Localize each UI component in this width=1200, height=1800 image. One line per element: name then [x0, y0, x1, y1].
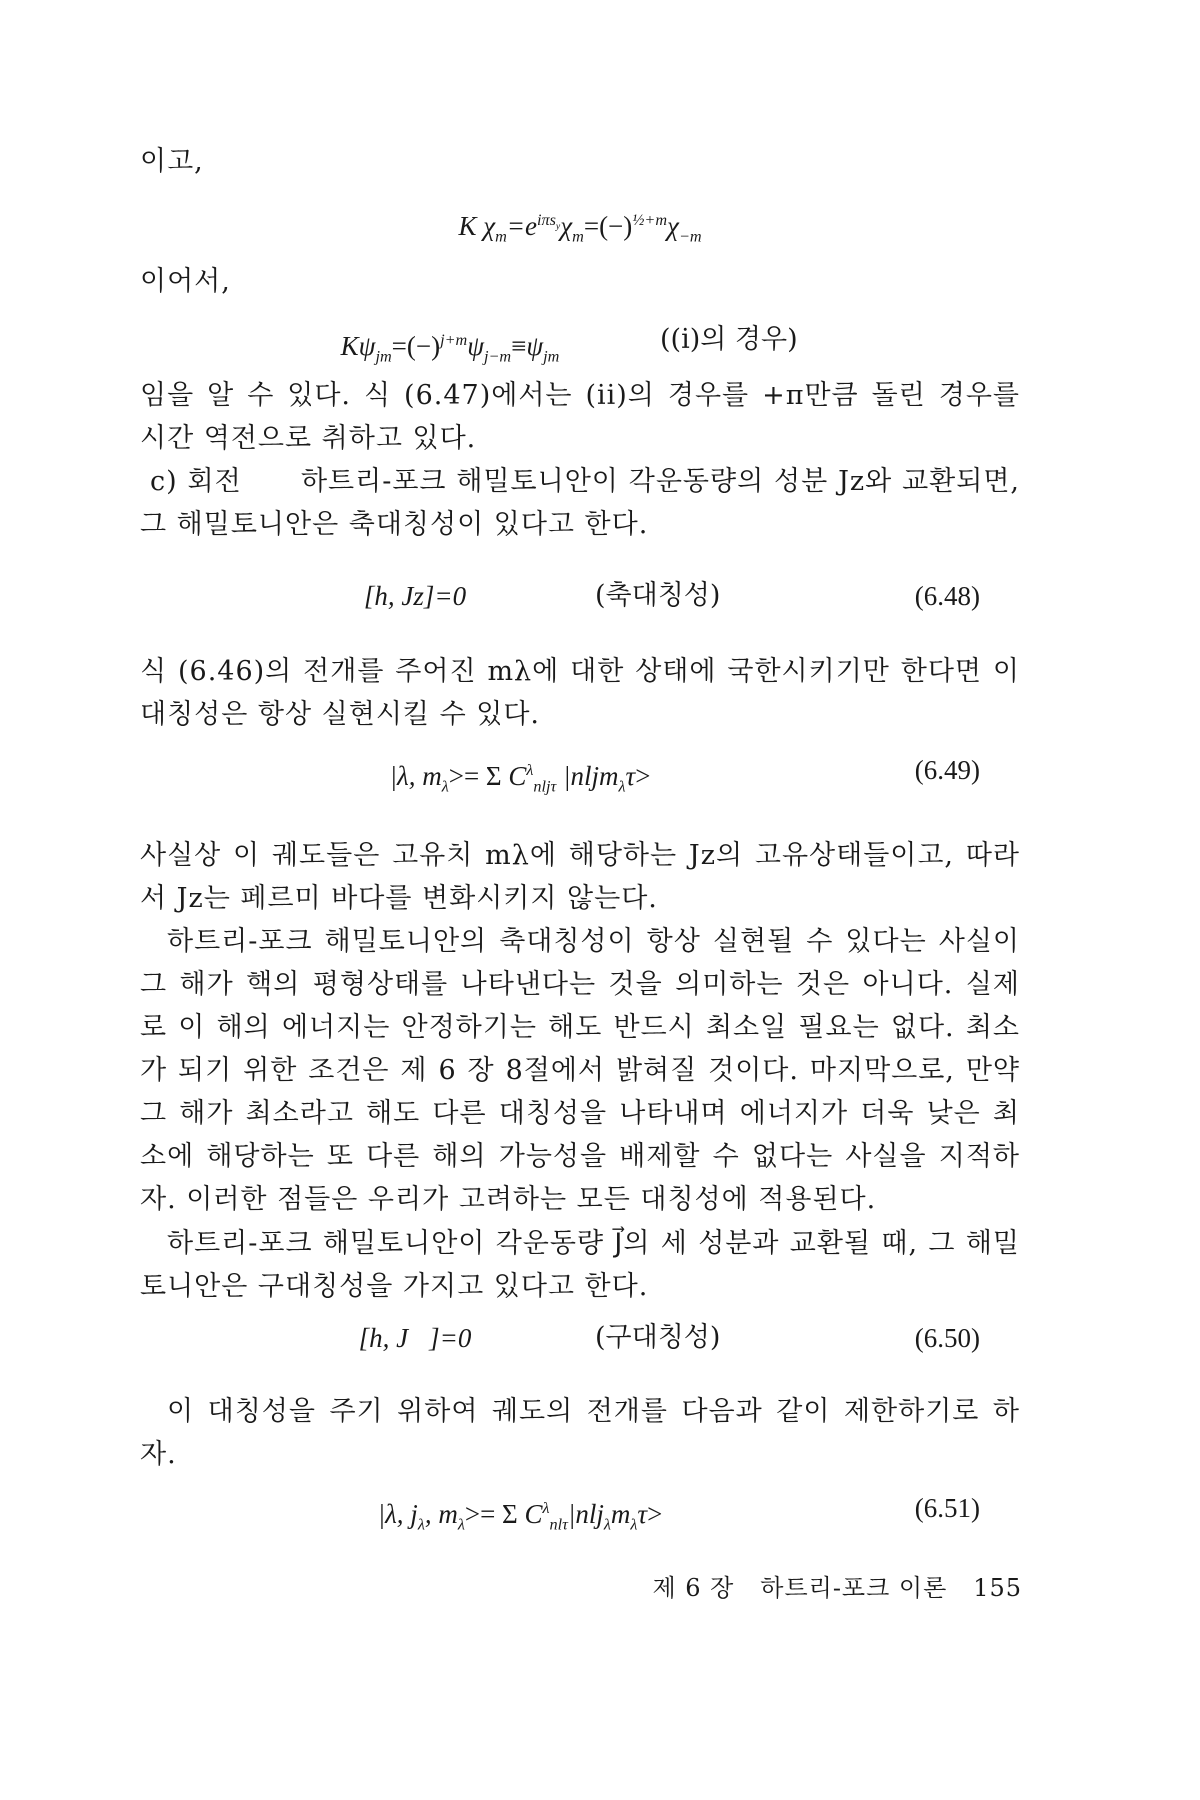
equation-6-49-expr: |λ, $m_\lambda>= \Sigma$ $C^\lambda_{nlj\tau}$ |nljm$_\lambda$τ>	[389, 761, 651, 796]
paragraph-8: 하트리-포크 해밀토니안이 각운동량 J⃗의 세 성분과 교환될 때, 그 해밀토니안은 구대칭성을 가지고 있다고 한다.	[140, 1228, 1020, 1302]
paragraph-1: 이고,	[140, 146, 204, 177]
page-number: 155	[973, 1574, 1022, 1602]
paragraph-9: 이 대칭성을 주기 위하여 궤도의 전개를 다음과 같이 제한하기로 하자.	[140, 1396, 1020, 1470]
footer-chapter: 제 6 장	[652, 1574, 735, 1602]
equation-6-51	[140, 1486, 1020, 1534]
equation-k-chi-expr: K $\chi_m=e^{i\pi s_y}\chi_m=(-)^{\frac{1}{2}+m}\chi_{-m}$	[458, 211, 702, 246]
equation-6-48	[140, 574, 1020, 618]
paragraph-4-body: 하트리-포크 해밀토니안이 각운동량의 성분 Jz와 교환되면, 그 해밀토니안은 축대칭성이 있다고 한다.	[140, 466, 1020, 540]
paragraph-3: 임을 알 수 있다. 식 (6.47)에서는 (ii)의 경우를 +π만큼 돌린 경우를 시간 역전으로 취하고 있다.	[140, 380, 1020, 454]
page-footer	[652, 1568, 1022, 1603]
equation-k-psi	[140, 318, 1020, 366]
equation-6-50-condition: (구대칭성)	[595, 1322, 721, 1353]
footer-title: 하트리-포크 이론	[760, 1574, 948, 1602]
paragraph-6: 사실상 이 궤도들은 고유치 mλ에 해당하는 Jz의 고유상태들이고, 따라서 Jz는 페르미 바다를 변화시키지 않는다.	[140, 840, 1020, 914]
equation-6-48-expr: [h, Jz]=0	[363, 581, 467, 611]
equation-6-49	[140, 748, 1020, 796]
equation-k-psi-expr: $K\psi_{jm}=(-)^{j+m}\psi_{j-m}\equiv\psi_{jm}$	[340, 331, 560, 366]
equation-6-50-expr: [h, J⃗]=0	[358, 1323, 472, 1353]
equation-k-psi-condition: ((i)의 경우)	[660, 324, 798, 355]
paragraph-2: 이어서,	[140, 266, 231, 297]
equation-6-51-expr: |λ, $j_\lambda$, $m_\lambda>= \Sigma$ $C^\lambda_{nl\tau}|nlj_\lambda m_\lambda\tau>$	[377, 1499, 663, 1534]
equation-6-50-number: (6.50)	[914, 1323, 980, 1353]
equation-6-50	[140, 1316, 1020, 1360]
paragraph-5: 식 (6.46)의 전개를 주어진 mλ에 대한 상태에 국한시키기만 한다면 이 대칭성은 항상 실현시킬 수 있다.	[140, 656, 1020, 730]
equation-k-chi	[140, 198, 1020, 246]
equation-6-48-number: (6.48)	[914, 581, 980, 611]
equation-6-49-number: (6.49)	[914, 755, 980, 785]
section-heading-rotation: c) 회전	[150, 466, 242, 497]
equation-6-48-condition: (축대칭성)	[595, 580, 721, 611]
equation-6-51-number: (6.51)	[914, 1493, 980, 1523]
paragraph-7: 하트리-포크 해밀토니안의 축대칭성이 항상 실현될 수 있다는 사실이 그 해가 핵의 평형상태를 나타낸다는 것을 의미하는 것은 아니다. 실제로 이 해의 에너지는 안정하기는 해도 반드시 최소일 필요는 없다. 최소가 되기 위한 조건은 제 6 장 8절에서 밝혀질 것이다. 마지막으로, 만약 그 해가 최소라고 해도 다른 대칭성을 나타내며 에너지가 더욱 낮은 최소에 해당하는 또 다른 해의 가능성을 배제할 수 없다는 사실을 지적하자. 이러한 점들은 우리가 고려하는 모든 대칭성에 적용된다.	[140, 926, 1020, 1215]
paragraph-4	[140, 460, 1020, 546]
